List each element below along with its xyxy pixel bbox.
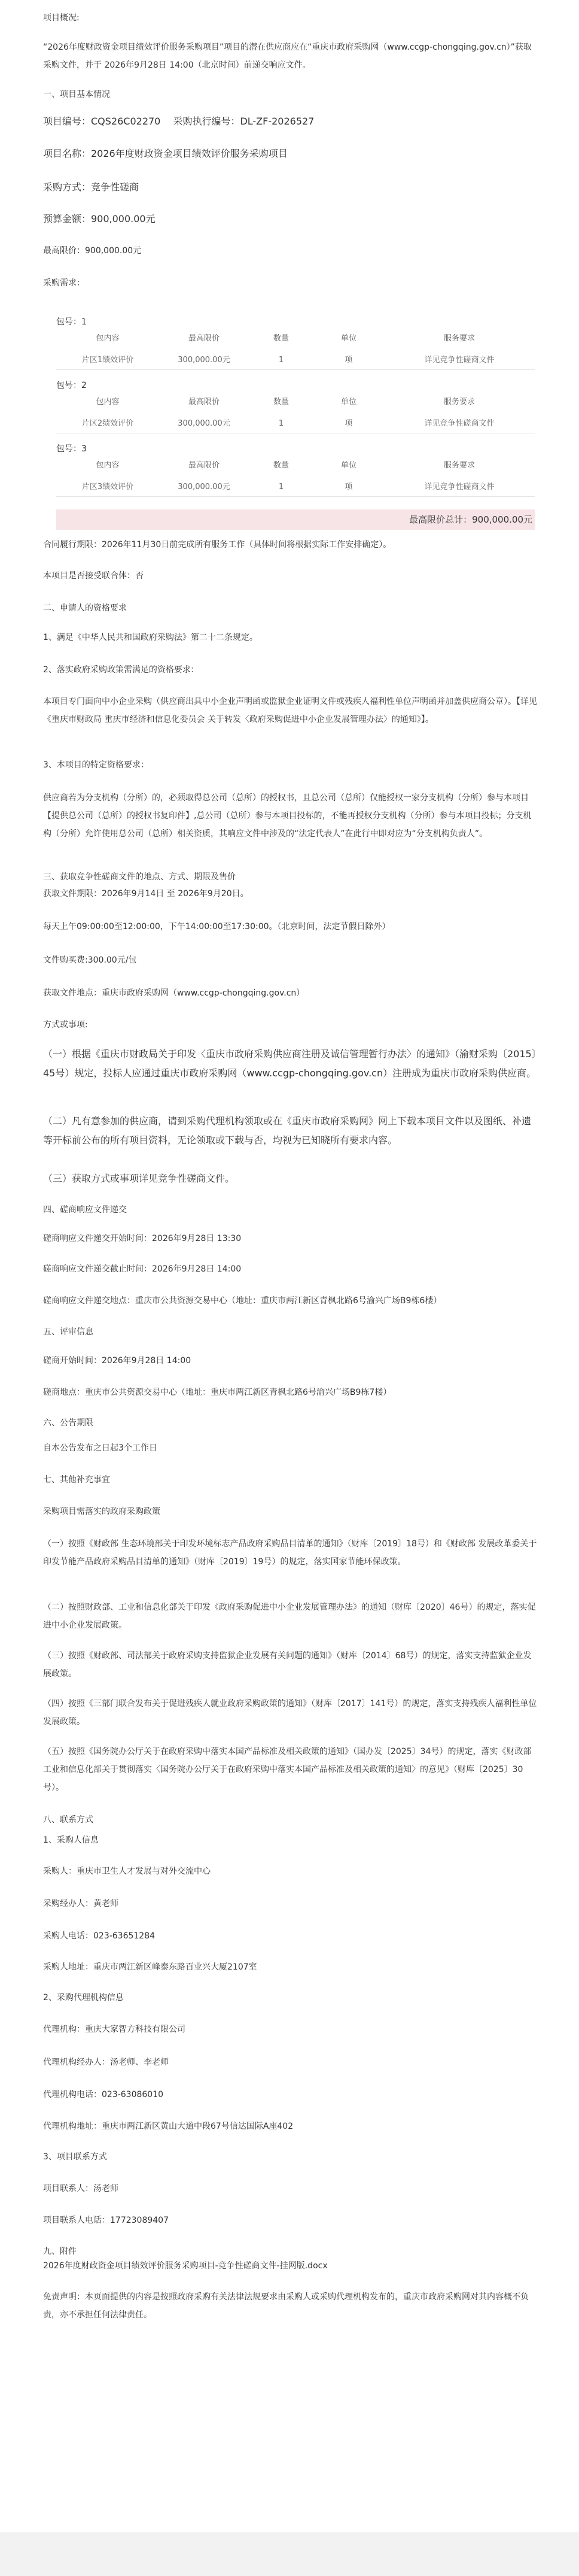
obtain-note1: （一）根据《重庆市财政局关于印发〈重庆市政府采购供应商注册及诚信管理暂行办法〉的通知》（渝财采购〔2015〕45号）规定，投标人应通过重庆市政府采购网（www.ccgp-chongqing.gov.cn）注册成为重庆市政府采购供应商。 <box>43 1048 537 1079</box>
cell-unit: 项 <box>345 356 353 365</box>
policy-item: （四）按照《三部门联合发布关于促进残疾人就业政府采购政策的通知》（财库〔2017〕141号）的规定，落实支持残疾人福利性单位发展政策。 <box>43 1699 537 1727</box>
purchaser-heading: 1、采购人信息 <box>43 1835 99 1845</box>
obtain-heading: 三、获取竞争性磋商文件的地点、方式、期限及售价 <box>43 872 236 882</box>
col-qty: 数量 <box>273 398 289 406</box>
col-content: 包内容 <box>96 461 120 470</box>
review-place: 磋商地点：重庆市公共资源交易中心（地址：重庆市两江新区青枫北路6号渝兴广场B9栋7楼） <box>43 1388 392 1397</box>
contact-heading: 八、联系方式 <box>43 1815 93 1825</box>
policy-item: （二）按照财政部、工业和信息化部关于印发《政府采购促进中小企业发展管理办法》的通知（财库〔2020〕46号）的规定，落实促进中小企业发展政策。 <box>43 1603 536 1630</box>
col-qty: 数量 <box>273 461 289 470</box>
cell-qty: 1 <box>278 483 284 491</box>
col-qty: 数量 <box>273 334 289 343</box>
col-price: 最高限价 <box>188 398 220 406</box>
submit-place: 磋商响应文件递交地点：重庆市公共资源交易中心（地址：重庆市两江新区青枫北路6号渝兴广场B9栋6楼） <box>43 1296 442 1306</box>
col-price: 最高限价 <box>188 334 220 343</box>
cell-price: 300,000.00元 <box>178 356 230 365</box>
review-time: 磋商开始时间：2026年9月28日 14:00 <box>43 1356 191 1366</box>
agency-heading: 2、采购代理机构信息 <box>43 1993 124 2002</box>
purchaser-name: 采购人：重庆市卫生人才发展与对外交流中心 <box>43 1867 211 1876</box>
cell-unit: 项 <box>345 419 353 428</box>
package-table-header <box>56 393 535 411</box>
obtain-method: 方式或事项: <box>43 1020 88 1030</box>
package-table-header <box>56 457 535 475</box>
max-price: 最高限价：900,000.00元 <box>43 246 142 256</box>
purchaser-agent: 采购经办人：黄老师 <box>43 1899 118 1909</box>
col-req: 服务要求 <box>443 398 475 406</box>
demand-heading: 采购需求： <box>43 278 85 288</box>
col-req: 服务要求 <box>443 334 475 343</box>
qualification-item3-text: 供应商若为分支机构（分所）的，必须取得总公司（总所）的授权书，且总公司（总所）仅能授权一家分支机构（分所）参与本项目【提供总公司（总所）的授权书复印件】,总公司（总所）参与本项目投标的，不能再授权分支机构（分所）参与本项目投标；分支机构（分所）允许使用总公司（总所）相关资质，其响应文件中涉及的“法定代表人”在此行中即对应为“分支机构负责人”。 <box>43 793 532 839</box>
attachments-heading: 九、附件 <box>43 2247 77 2256</box>
col-unit: 单位 <box>340 398 356 406</box>
announce-text: 自本公告发布之日起3个工作日 <box>43 1443 157 1453</box>
obtain-note2: （二）凡有意参加的供应商，请到采购代理机构领取或在《重庆市政府采购网》网上下载本项目文件以及图纸、补遗等开标前公布的所有项目资料，无论领取或下载与否，均视为已知晓所有要求内容。 <box>43 1115 532 1146</box>
cell-req: 详见竞争性磋商文件 <box>424 356 495 365</box>
cell-qty: 1 <box>278 356 284 365</box>
package-table-header <box>56 330 535 348</box>
qualification-item1: 1、满足《中华人民共和国政府采购法》第二十二条规定。 <box>43 633 258 642</box>
obtain-hours: 每天上午09:00:00至12:00:00，下午14:00:00至17:30:00。（北京时间，法定节假日除外） <box>43 922 391 932</box>
table-row <box>56 478 535 497</box>
overview-intro: “2026年度财政资金项目绩效评价服务采购项目”项目的潜在供应商应在“重庆市政府采购网（www.ccgp-chongqing.gov.cn）”获取采购文件，并于 2026年9月28日 14:00（北京时间）前递交响应文件。 <box>43 43 532 70</box>
policy-item: （五）按照《国务院办公厅关于在政府采购中落实本国产品标准及相关政策的通知》（国办发〔2025〕34号）的规定，落实《财政部 工业和信息化部关于贯彻落实〈国务院办公厅关于在政府采购中落实本国产品标准及相关政策的通知〉的意见》（财库〔2025〕30号）。 <box>43 1747 532 1792</box>
col-req: 服务要求 <box>443 461 475 470</box>
max-price-total-bar <box>56 509 535 530</box>
contract-period: 合同履行期限：2026年11月30日前完成所有服务工作（具体时间将根据实际工作安排确定）。 <box>43 540 392 550</box>
cell-price: 300,000.00元 <box>178 483 230 491</box>
qualification-heading: 二、申请人的资格要求 <box>43 603 127 613</box>
attachment-link[interactable] <box>43 2257 328 2275</box>
obtain-price: 文件购买费:300.00元/包 <box>43 955 137 965</box>
project-contact-name: 项目联系人：汤老师 <box>43 2184 118 2193</box>
col-content: 包内容 <box>96 398 120 406</box>
cell-content: 片区1绩效评价 <box>81 356 134 365</box>
table-row <box>56 415 535 433</box>
obtain-note3: （三）获取方式或事项详见竞争性磋商文件。 <box>43 1173 235 1184</box>
announce-heading: 六、公告期限 <box>43 1418 93 1428</box>
project-contact-phone: 项目联系人电话：17723089407 <box>43 2216 169 2225</box>
cell-content: 片区2绩效评价 <box>81 419 134 428</box>
budget-amount: 预算金额：900,000.00元 <box>43 213 156 224</box>
cell-unit: 项 <box>345 483 353 491</box>
other-heading: 七、其他补充事宜 <box>43 1475 110 1485</box>
cell-content: 片区3绩效评价 <box>81 483 134 491</box>
max-price-total: 最高限价总计：900,000.00元 <box>409 514 532 525</box>
cell-req: 详见竞争性磋商文件 <box>424 419 495 428</box>
package-label: 包号：1 <box>56 317 87 327</box>
obtain-period: 获取文件期限：2026年9月14日 至 2026年9月20日。 <box>43 889 249 899</box>
other-policy: 采购项目需落实的政府采购政策 <box>43 1507 160 1516</box>
basic-heading: 一、项目基本情况 <box>43 90 110 99</box>
procurement-method: 采购方式：竞争性磋商 <box>43 181 139 193</box>
table-row <box>56 351 535 370</box>
col-content: 包内容 <box>96 334 120 343</box>
page-footer-background <box>0 2532 579 2576</box>
purchaser-phone: 采购人电话：023-63651284 <box>43 1931 156 1941</box>
col-unit: 单位 <box>340 334 356 343</box>
policy-item: （三）按照《财政部、司法部关于政府采购支持监狱企业发展有关问题的通知》（财库〔2014〕68号）的规定，落实支持监狱企业发展政策。 <box>43 1651 532 1679</box>
overview-heading: 项目概况: <box>43 13 80 23</box>
project-number: 项目编号：CQS26C02270 采购执行编号：DL-ZF-2026527 <box>43 116 315 127</box>
disclaimer: 免责声明：本页面提供的内容是按照政府采购有关法律法规要求由采购人或采购代理机构发布的，重庆市政府采购网对其内容概不负责，亦不承担任何法律责任。 <box>43 2292 529 2320</box>
policy-item: （一）按照《财政部 生态环境部关于印发环境标志产品政府采购品目清单的通知》（财库〔2019〕18号）和《财政部 发展改革委关于印发节能产品政府采购品目清单的通知》（财库〔2019〕19号）的规定，落实国家节能环保政策。 <box>43 1539 537 1567</box>
agency-agent: 代理机构经办人：汤老师、李老师 <box>43 2058 169 2067</box>
submit-start: 磋商响应文件递交开始时间：2026年9月28日 13:30 <box>43 1234 242 1243</box>
submit-heading: 四、磋商响应文件递交 <box>43 1205 127 1215</box>
project-contact-heading: 3、项目联系方式 <box>43 2152 107 2162</box>
submit-deadline: 磋商响应文件递交截止时间：2026年9月28日 14:00 <box>43 1264 242 1274</box>
review-heading: 五、评审信息 <box>43 1327 93 1337</box>
attachment-file-name[interactable]: 2026年度财政资金项目绩效评价服务采购项目-竞争性磋商文件-挂网版.docx <box>43 2261 328 2271</box>
agency-name: 代理机构：重庆大家智方科技有限公司 <box>43 2025 185 2034</box>
package-label: 包号：3 <box>56 444 87 454</box>
cell-req: 详见竞争性磋商文件 <box>424 483 495 491</box>
package-label: 包号：2 <box>56 381 87 390</box>
agency-phone: 代理机构电话：023-63086010 <box>43 2090 164 2099</box>
qualification-item2-text: 本项目专门面向中小企业采购（供应商出具中小企业声明函或监狱企业证明文件或残疾人福利性单位声明函并加盖供应商公章）。【详见《重庆市财政局 重庆市经济和信息化委员会 关于转发〈政府采购促进中小企业发展管理办法〉的通知》】。 <box>43 697 537 724</box>
consortium-note: 本项目是否接受联合体：否 <box>43 571 144 581</box>
qualification-item3-heading: 3、本项目的特定资格要求： <box>43 760 149 770</box>
project-name: 项目名称：2026年度财政资金项目绩效评价服务采购项目 <box>43 148 288 159</box>
cell-price: 300,000.00元 <box>178 419 230 428</box>
purchaser-address: 采购人地址：重庆市两江新区峰泰东路百业兴大厦2107室 <box>43 1962 257 1972</box>
obtain-place: 获取文件地点：重庆市政府采购网（www.ccgp-chongqing.gov.cn） <box>43 988 305 998</box>
qualification-item2-heading: 2、落实政府采购政策需满足的资格要求： <box>43 665 199 675</box>
agency-address: 代理机构地址：重庆市两江新区黄山大道中段67号信达国际A座402 <box>43 2122 294 2131</box>
col-unit: 单位 <box>340 461 356 470</box>
cell-qty: 1 <box>278 419 284 428</box>
col-price: 最高限价 <box>188 461 220 470</box>
